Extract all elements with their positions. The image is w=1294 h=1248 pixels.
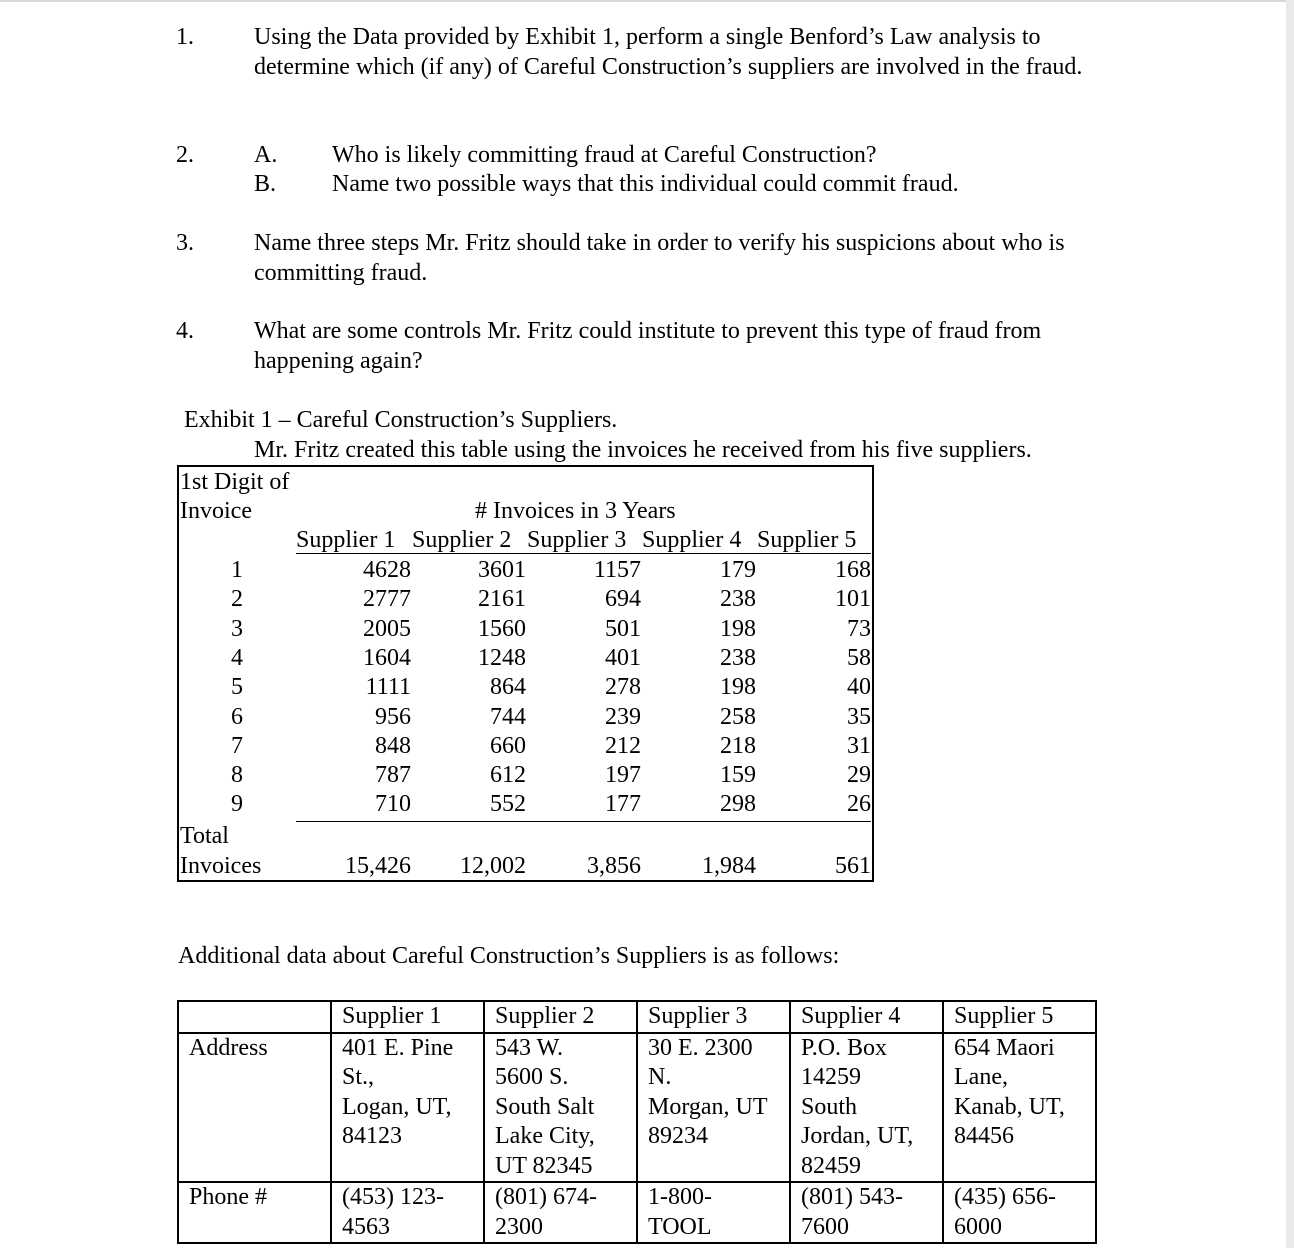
address-label: Address [178, 1033, 331, 1183]
table-header-row [178, 1001, 1096, 1033]
phone-line: 1-800- [648, 1184, 712, 1210]
invoice-count-cell: 787 [375, 762, 411, 789]
invoice-count-cell: 612 [490, 762, 526, 789]
address-line: St., [342, 1064, 375, 1090]
digit-cell: 7 [231, 732, 243, 759]
invoice-count-cell: 239 [605, 703, 641, 730]
header-supplier-2: Supplier 2 [484, 1001, 637, 1033]
invoice-count-cell: 401 [605, 644, 641, 671]
total-cell: 1,984 [702, 853, 756, 879]
invoice-count-cell: 73 [847, 615, 871, 642]
invoice-count-cell: 101 [835, 586, 871, 613]
invoice-count-cell: 1560 [478, 615, 526, 642]
invoice-count-cell: 1248 [478, 644, 526, 671]
scrollbar-track[interactable] [1286, 0, 1294, 1248]
invoice-count-cell: 26 [847, 791, 871, 818]
invoice-count-cell: 212 [605, 732, 641, 759]
invoice-count-cell: 710 [375, 791, 411, 818]
supplier-header-1: Supplier 1 [296, 527, 396, 553]
phone-row [178, 1182, 1096, 1243]
invoice-count-cell: 864 [490, 674, 526, 701]
invoice-count-cell: 660 [490, 732, 526, 759]
total-cell: 3,856 [587, 853, 641, 879]
address-supplier-3 [637, 1033, 790, 1183]
digit-cell: 4 [231, 644, 243, 671]
address-supplier-2 [484, 1033, 637, 1183]
phone-label: Phone # [178, 1182, 331, 1243]
address-line: 543 W. [495, 1034, 564, 1061]
phone-line: (801) 543- [801, 1184, 903, 1210]
supplier-header-4: Supplier 4 [642, 527, 742, 553]
invoice-count-cell: 298 [720, 791, 756, 818]
digit-header-line1: 1st Digit of [180, 469, 290, 495]
invoice-count-cell: 2777 [363, 586, 411, 613]
sub-text-a: Who is likely committing fraud at Careful Construction? [332, 142, 877, 168]
address-row [178, 1033, 1096, 1183]
invoice-count-cell: 35 [847, 703, 871, 730]
phone-line: (801) 674- [495, 1184, 597, 1210]
header-supplier-1: Supplier 1 [331, 1001, 484, 1033]
question-number: 3. [176, 230, 194, 256]
address-line: Lake City, [495, 1123, 595, 1149]
header-supplier-3: Supplier 3 [637, 1001, 790, 1033]
address-line: 82459 [801, 1152, 861, 1179]
address-line: Kanab, UT, [954, 1093, 1065, 1120]
invoice-count-cell: 168 [835, 557, 871, 583]
question-text: Using the Data provided by Exhibit 1, perform a single Benford’s Law analysis to determine which (if any) of Careful Construction’s suppliers are involved in the fraud. [254, 24, 1083, 80]
address-line: 14259 [801, 1064, 861, 1090]
address-line: 84456 [954, 1123, 1014, 1149]
digit-cell: 2 [231, 586, 243, 613]
phone-line: (453) 123- [342, 1184, 444, 1210]
address-supplier-4 [790, 1033, 943, 1183]
invoice-count-cell: 179 [720, 557, 756, 583]
invoice-count-cell: 238 [720, 586, 756, 613]
address-line: N. [648, 1064, 672, 1090]
address-line: 401 E. Pine [342, 1034, 454, 1061]
invoice-count-cell: 1157 [593, 557, 641, 583]
phone-line: 2300 [495, 1213, 543, 1240]
address-line: 84123 [342, 1123, 402, 1149]
address-line: 89234 [648, 1123, 708, 1149]
address-line: 5600 S. [495, 1064, 569, 1090]
invoice-count-cell: 2005 [363, 615, 411, 642]
total-label-line1: Total [180, 823, 229, 849]
page-top-edge [0, 0, 1294, 2]
header-supplier-5: Supplier 5 [943, 1001, 1096, 1033]
invoice-count-cell: 2161 [478, 586, 526, 613]
total-cell: 12,002 [460, 853, 526, 879]
invoice-count-cell: 177 [605, 791, 641, 818]
address-supplier-5 [943, 1033, 1096, 1183]
total-label-line2: Invoices [180, 853, 262, 879]
digit-cell: 3 [231, 615, 243, 642]
address-supplier-1 [331, 1033, 484, 1183]
invoice-count-cell: 848 [375, 732, 411, 759]
invoice-count-cell: 4628 [363, 557, 411, 583]
invoice-count-cell: 744 [490, 703, 526, 730]
empty-corner-cell [178, 1001, 331, 1033]
digit-cell: 5 [231, 674, 243, 701]
invoice-count-cell: 1604 [363, 644, 411, 671]
totals-underline [296, 821, 871, 822]
invoice-count-cell: 694 [605, 586, 641, 613]
invoice-count-cell: 238 [720, 644, 756, 671]
address-line: Logan, UT, [342, 1093, 452, 1120]
invoice-count-cell: 218 [720, 732, 756, 759]
invoice-count-cell: 501 [605, 615, 641, 642]
phone-line: 4563 [342, 1213, 390, 1240]
digit-cell: 6 [231, 703, 243, 730]
address-line: South Salt [495, 1093, 595, 1120]
invoice-count-cell: 198 [720, 674, 756, 701]
question-number: 1. [176, 24, 194, 50]
supplier-header-5: Supplier 5 [757, 527, 857, 553]
question-text: Name three steps Mr. Fritz should take in order to verify his suspicions about who is committing fraud. [254, 230, 1065, 286]
invoice-count-cell: 31 [847, 732, 871, 759]
phone-line: 6000 [954, 1213, 1002, 1240]
header-underline [296, 553, 871, 554]
address-line: Morgan, UT [648, 1093, 768, 1120]
address-line: P.O. Box [801, 1034, 888, 1061]
invoice-count-cell: 197 [605, 762, 641, 789]
invoices-header: # Invoices in 3 Years [475, 498, 676, 524]
phone-supplier-4 [790, 1182, 943, 1243]
sub-text-b: Name two possible ways that this individual could commit fraud. [332, 171, 959, 197]
invoice-count-cell: 278 [605, 674, 641, 701]
additional-intro: Additional data about Careful Construction’s Suppliers is as follows: [178, 943, 840, 969]
address-line: 30 E. 2300 [648, 1034, 753, 1061]
supplier-info-table [177, 1000, 1097, 1244]
total-cell: 561 [835, 853, 871, 879]
exhibit-title: Exhibit 1 – Careful Construction’s Suppliers. [184, 407, 618, 433]
invoice-count-cell: 40 [847, 674, 871, 701]
phone-supplier-1 [331, 1182, 484, 1243]
address-line: Lane, [954, 1064, 1008, 1090]
digit-cell: 9 [231, 791, 243, 818]
phone-supplier-5 [943, 1182, 1096, 1243]
phone-supplier-3 [637, 1182, 790, 1243]
sub-letter-a: A. [254, 142, 278, 168]
digit-cell: 1 [231, 557, 243, 583]
invoice-count-cell: 159 [720, 762, 756, 789]
invoice-count-cell: 956 [375, 703, 411, 730]
address-line: UT 82345 [495, 1152, 593, 1179]
total-cell: 15,426 [345, 853, 411, 879]
question-number: 2. [176, 142, 194, 168]
supplier-header-3: Supplier 3 [527, 527, 627, 553]
digit-cell: 8 [231, 762, 243, 789]
invoice-count-cell: 1111 [365, 674, 411, 701]
supplier-header-2: Supplier 2 [412, 527, 512, 553]
invoice-count-cell: 58 [847, 644, 871, 671]
question-number: 4. [176, 318, 194, 344]
digit-header-line2: Invoice [180, 498, 252, 524]
exhibit-subtitle: Mr. Fritz created this table using the invoices he received from his five suppliers. [254, 437, 1032, 463]
address-line: Jordan, UT, [801, 1123, 914, 1149]
header-supplier-4: Supplier 4 [790, 1001, 943, 1033]
sub-letter-b: B. [254, 171, 277, 197]
phone-line: (435) 656- [954, 1184, 1056, 1210]
phone-line: 7600 [801, 1213, 849, 1240]
invoice-count-cell: 198 [720, 615, 756, 642]
phone-line: TOOL [648, 1213, 712, 1240]
invoice-count-cell: 552 [490, 791, 526, 818]
invoice-count-cell: 3601 [478, 557, 526, 583]
phone-supplier-2 [484, 1182, 637, 1243]
address-line: 654 Maori [954, 1034, 1055, 1061]
invoice-count-cell: 258 [720, 703, 756, 730]
question-text: What are some controls Mr. Fritz could institute to prevent this type of fraud from happening again? [254, 318, 1042, 374]
invoice-count-cell: 29 [847, 762, 871, 789]
exhibit-table [177, 465, 874, 882]
address-line: South [801, 1093, 858, 1120]
